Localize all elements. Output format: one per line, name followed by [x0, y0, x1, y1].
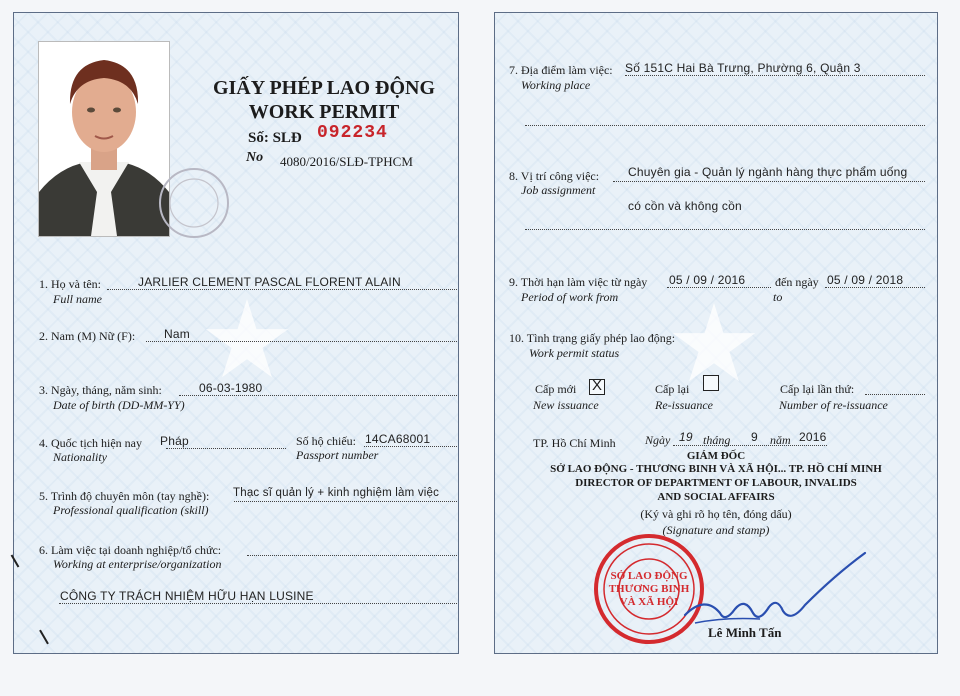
permit-number-label: Số: SLĐ — [248, 130, 302, 146]
left-page — [13, 12, 459, 654]
nationality-label-en: Nationality — [53, 450, 107, 464]
sex-line — [146, 341, 457, 342]
place-value: Số 151C Hai Bà Trưng, Phường 6, Quận 3 — [625, 61, 861, 75]
period-from-line — [667, 287, 771, 288]
date-nam-label: năm — [770, 433, 791, 447]
dob-value: 06-03-1980 — [199, 381, 263, 395]
holder-photo — [38, 41, 170, 237]
dob-label-en: Date of birth (DD-MM-YY) — [53, 398, 185, 412]
period-to-label-en: to — [773, 290, 783, 304]
name-line — [107, 289, 457, 290]
passport-line — [364, 446, 457, 447]
date-thang-label: tháng — [703, 433, 731, 447]
signer-name: Lê Minh Tấn — [708, 625, 782, 640]
director-signature-icon — [665, 535, 905, 635]
assignment-line — [613, 181, 925, 182]
assignment-value-2: có cồn và không cồn — [628, 199, 742, 213]
sign-instruction-vi: (Ký và ghi rõ họ tên, đóng dấu) — [640, 507, 792, 521]
passport-label: Số hộ chiếu: — [296, 434, 356, 448]
period-from-value: 05 / 09 / 2016 — [669, 273, 746, 287]
signature-month: 9 — [751, 430, 758, 444]
new-issuance-label-en: New issuance — [533, 398, 599, 412]
sex-label: 2. Nam (M) Nữ (F): — [39, 329, 136, 343]
title-vietnamese: GIẤY PHÉP LAO ĐỘNG — [212, 77, 436, 99]
enterprise-value-line — [59, 603, 457, 604]
place-line — [625, 75, 925, 76]
director-title-en-1: DIRECTOR OF DEPARTMENT OF LABOUR, INVALIDS — [575, 477, 857, 489]
svg-text:THƯƠNG BINH: THƯƠNG BINH — [608, 583, 690, 595]
signature-day: 19 — [679, 430, 693, 444]
place-label-en: Working place — [521, 78, 591, 92]
new-issuance-mark: X — [592, 377, 603, 394]
nationality-label: 4. Quốc tịch hiện nay — [39, 436, 142, 450]
director-title-vi: GIÁM ĐỐC — [686, 450, 746, 462]
reissue-count-line — [865, 394, 925, 395]
status-label-en: Work permit status — [529, 346, 620, 360]
enterprise-line — [247, 555, 457, 556]
new-issuance-label: Cấp mới — [535, 382, 577, 396]
period-to-label: đến ngày — [775, 275, 819, 289]
department-vi: SỞ LAO ĐỘNG - THƯƠNG BINH VÀ XÃ HỘI... TP. HỒ CHÍ MINH — [550, 463, 882, 475]
period-to-line — [825, 287, 925, 288]
director-title-en-2: AND SOCIAL AFFAIRS — [657, 491, 775, 503]
name-label-en: Full name — [53, 292, 102, 306]
period-label-en: Period of work from — [521, 290, 619, 304]
assignment-label-en: Job assignment — [521, 183, 596, 197]
nationality-line — [166, 448, 286, 449]
status-label: 10. Tình trạng giấy phép lao động: — [509, 331, 676, 345]
photo-seal-icon — [154, 163, 234, 243]
date-ngay-label: Ngày — [645, 433, 671, 447]
enterprise-label-en: Working at enterprise/organization — [53, 557, 222, 571]
permit-number: 092234 — [317, 123, 388, 143]
place-extra-line — [525, 125, 925, 126]
svg-text:VÀ XÃ HỘI: VÀ XÃ HỘI — [619, 596, 679, 608]
assignment-extra-line — [525, 229, 925, 230]
sex-value: Nam — [164, 327, 190, 341]
signature-date-line — [673, 445, 827, 446]
dob-label: 3. Ngày, tháng, năm sinh: — [39, 383, 162, 397]
signature-city: TP. Hồ Chí Minh — [533, 436, 616, 450]
period-label: 9. Thời hạn làm việc từ ngày — [509, 275, 648, 289]
qualification-label: 5. Trình độ chuyên môn (tay nghề): — [39, 489, 210, 503]
qualification-line — [234, 501, 457, 502]
reissue-count-label-en: Number of re-issuance — [779, 398, 888, 412]
reissue-count-label: Cấp lại lần thứ: — [780, 382, 855, 396]
nationality-value: Pháp — [160, 434, 189, 448]
assignment-value-1: Chuyên gia - Quản lý ngành hàng thực phẩm uống — [628, 165, 908, 179]
enterprise-value: CÔNG TY TRÁCH NHIỆM HỮU HẠN LUSINE — [60, 589, 314, 603]
assignment-label: 8. Vị trí công việc: — [509, 169, 600, 183]
qualification-label-en: Professional qualification (skill) — [53, 503, 209, 517]
sign-instruction-en: (Signature and stamp) — [662, 523, 770, 537]
reissuance-checkbox[interactable] — [703, 375, 719, 391]
passport-label-en: Passport number — [296, 448, 379, 462]
name-value: JARLIER CLEMENT PASCAL FLORENT ALAIN — [138, 275, 401, 289]
dob-line — [179, 395, 457, 396]
place-label: 7. Địa điểm làm việc: — [509, 63, 613, 77]
reissuance-label-en: Re-issuance — [655, 398, 713, 412]
no-label: No — [246, 150, 264, 165]
reissuance-label: Cấp lại — [655, 382, 690, 396]
qualification-value: Thạc sĩ quản lý + kinh nghiệm làm việc — [233, 487, 440, 499]
period-to-value: 05 / 09 / 2018 — [827, 273, 904, 287]
right-page — [494, 12, 938, 654]
svg-text:SỞ LAO ĐỘNG: SỞ LAO ĐỘNG — [610, 570, 688, 582]
permit-reference: 4080/2016/SLĐ-TPHCM — [280, 154, 413, 169]
watermark-star-icon — [204, 299, 290, 385]
signature-year: 2016 — [799, 430, 827, 444]
passport-value: 14CA68001 — [365, 432, 431, 446]
new-issuance-checkbox[interactable] — [589, 379, 605, 395]
enterprise-label: 6. Làm việc tại doanh nghiệp/tổ chức: — [39, 543, 222, 557]
name-label: 1. Họ và tên: — [39, 277, 101, 291]
title-english: WORK PERMIT — [248, 101, 400, 123]
